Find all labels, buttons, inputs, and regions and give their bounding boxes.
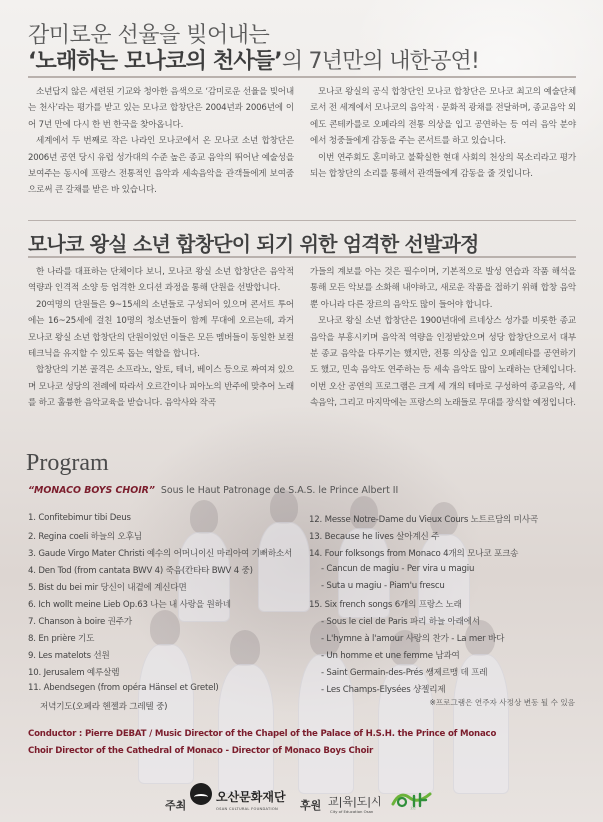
conductor-line-2: Choir Director of the Cathedral of Monaco - Director of Monaco Boys Choir xyxy=(28,746,374,756)
selection-left-paragraph: 20여명의 단원들은 9~15세의 소년들로 구성되어 있으며 콘서트 투어에는 16~25세에 걸친 10명의 청소년들이 함께 무대에 오르는데, 과거 모나코 왕실 소년 합창단의 단원이었던 이들은 모든 멤버들이 동일한 보컬 테크닉을 유지할 수 있도록 돕는 역할을 합니다. xyxy=(28,299,294,360)
selection-section-title: 모나코 왕실 소년 합창단이 되기 위한 엄격한 선발과정 xyxy=(28,232,479,256)
choir-name: “MONACO BOYS CHOIR” xyxy=(28,485,155,496)
intro-left-paragraph: 세계에서 두 번째로 작은 나라인 모나코에서 온 모나코 소년 합창단은 2006년 공연 당시 유럽 성가대의 수준 높은 종교 음악의 뛰어난 예술성을 보여주는 동시에 프랑스 전통적인 음악과 세속음악을 관객들에게 보여줌으로써 큰 갈채를 받은 바 있습니다. xyxy=(28,136,294,196)
program-subitem: - Suta u magiu - Piam'u frescu xyxy=(321,581,445,591)
intro-left-column xyxy=(28,84,294,199)
selection-right-paragraph: 모나코 왕실 소년 합창단은 1900년대에 르네상스 성가를 비롯한 종교 음악을 부흥시키며 음악적 역량을 인정받았으며 성당 합창단으로서 대부분 종교 음악을 다루기는 했지만, 전통 의상을 입고 오페레타를 공연하기도 했고, 민속 음악도 연주하는 등 세속 음악도 많이 노래하는 단체입니다. 이번 오산 공연의 프로그램은 크게 세 개의 테마로 구성하여 종교음악, 세속음악, 그리고 마지막에는 프랑스의 노래들로 무대를 장식할 예정입니다. xyxy=(310,316,576,409)
intro-right-paragraph: 이번 연주회도 혼미하고 불확실한 현대 사회의 천상의 목소리라고 평가되는 합창단의 소리를 통해서 관객들에게 감동을 줄 것입니다. xyxy=(310,152,576,180)
selection-left-paragraph: 한 나라를 대표하는 단체이다 보니, 모나코 왕실 소년 합창단은 음악적 역량과 인격적 소양 등 엄격한 오디션 과정을 통해 단원을 선발합니다. xyxy=(28,267,294,294)
selection-left-column xyxy=(28,264,294,412)
program-item: 11. Abendsegen (from opéra Hänsel et Gretel) xyxy=(28,683,219,693)
sponsor-organization: 교|육|도|시 xyxy=(328,795,382,808)
header-divider xyxy=(28,76,576,78)
program-subitem: - Cancun de magiu - Per vira u magiu xyxy=(321,564,475,574)
program-subitem: - Un homme et une femme 남과여 xyxy=(321,651,460,661)
conductor-line: Conductor : Pierre DEBAT / Music Director of the Chapel of the Palace of H.S.H. the Prince of Monaco xyxy=(28,729,497,739)
osan-foundation-logo-icon xyxy=(190,783,212,805)
program-item: 8. En prière 기도 xyxy=(28,634,95,644)
sponsor-label: 후원 xyxy=(300,799,322,812)
program-title: Program xyxy=(26,450,109,476)
headline-subtitle: 감미로운 선율을 빚어내는 xyxy=(28,23,270,48)
program-subitem: - Les Champs-Elysées 샹젤리제 xyxy=(321,685,446,695)
program-change-note: ※프로그램은 연주자 사정상 변동 될 수 있음 xyxy=(429,698,575,707)
intro-right-paragraph: 모나코 왕실의 공식 합창단인 모나코 합창단은 모나코 최고의 예술단체로서 전 세계에서 모나코의 음악적 · 문화적 광채를 전달하며, 종교음악 외에도 콘테카를로 오페라의 전통 의상을 입고 공연하는 등 여러 음악 분야에서 청중들에게 감동을 주는 콘서트를 하고 있습니다. xyxy=(310,87,576,147)
program-patronage-line xyxy=(28,485,398,496)
program-item: 2. Regina coeli 하늘의 오후님 xyxy=(28,532,142,542)
program-item: 5. Bist du bei mir 당신이 내곁에 계신다면 xyxy=(28,583,187,593)
headline-title-bold: ‘노래하는 모나코의 천사들’ xyxy=(28,49,282,74)
program-item: 12. Messe Notre-Dame du Vieux Cours 노트르담의 미사곡 xyxy=(309,515,538,525)
program-item: 15. Six french songs 6개의 프랑스 노래 xyxy=(309,600,462,610)
selection-right-paragraph: 가들의 계보를 아는 것은 필수이며, 기본적으로 발성 연습과 작품 해석을 통해 모든 악보를 소화해 내야하고, 새로운 작품을 접하기 위해 합창 음악뿐 아니라 다른 장르의 음악도 많이 들어야 합니다. xyxy=(310,267,576,310)
footer xyxy=(0,783,603,822)
patronage-text: Sous le Haut Patronage de S.A.S. le Prince Albert II xyxy=(160,485,399,496)
program-item: 3. Gaude Virgo Mater Christi 예수의 어머니이신 마리아여 기뻐하소서 xyxy=(28,549,293,559)
program-subitem: - Sous le ciel de Paris 파리 하늘 아래에서 xyxy=(321,617,480,627)
section-divider xyxy=(28,256,576,258)
sponsor-organization-subtitle: City of Education Osan xyxy=(330,809,374,814)
host-organization: 오산문화재단 xyxy=(216,790,286,804)
program-item: 4. Den Tod (from cantata BWV 4) 죽음(칸타타 BWV 4 중) xyxy=(28,566,253,576)
section-divider-top xyxy=(28,220,576,221)
program-subitem: - L'hymne à l'amour 사랑의 찬가 - La mer 바다 xyxy=(321,634,505,644)
intro-right-column xyxy=(310,84,576,182)
program-item: 9. Les matelots 선원 xyxy=(28,651,110,661)
program-subitem: - Saint Germain-des-Prés 쌩제르맹 데 프레 xyxy=(321,668,488,678)
city-logo-text: 오산 xyxy=(410,806,416,810)
program-item: 1. Confitebimur tibi Deus xyxy=(28,513,131,523)
program-item-subtitle: 저녁기도(오페라 헨젤과 그레텔 중) xyxy=(40,702,168,712)
headline-title-rest: 의 7년만의 내한공연! xyxy=(281,49,480,74)
program-item: 14. Four folksongs from Monaco 4개의 모나코 포크송 xyxy=(309,549,519,559)
headline-title xyxy=(28,44,479,75)
host-organization-subtitle: OSAN CULTURAL FOUNDATION xyxy=(216,807,278,811)
program-item: 6. Ich wollt meine Lieb Op.63 나는 내 사랑을 원하네 xyxy=(28,600,231,610)
intro-left-paragraph: 소년답지 않은 세련된 기교와 청아한 음색으로 ‘감미로운 선율을 빚어내는 천사’라는 평가를 받고 있는 모나코 합창단은 2004년과 2006년에 이어 7년 만에 다시 한 번 한국을 찾아옵니다. xyxy=(28,87,294,130)
host-label: 주최 xyxy=(165,799,187,812)
program-item: 7. Chanson à boire 권주가 xyxy=(28,617,132,627)
selection-left-paragraph: 합창단의 기본 골격은 소프라노, 알토, 테너, 베이스 등으로 짜여져 있으며 모나코 성당의 전례에 따라서 오르간이나 피아노의 반주에 맞추어 노래를 하고 훌륭한 음악교육을 받습니다. 음악사와 작곡 xyxy=(28,365,294,409)
program-item: 13. Because he lives 살아계신 주 xyxy=(309,532,440,542)
program-item: 10. Jerusalem 예루살렘 xyxy=(28,668,120,678)
osan-city-logo-icon xyxy=(390,788,436,810)
selection-right-column xyxy=(310,264,576,412)
